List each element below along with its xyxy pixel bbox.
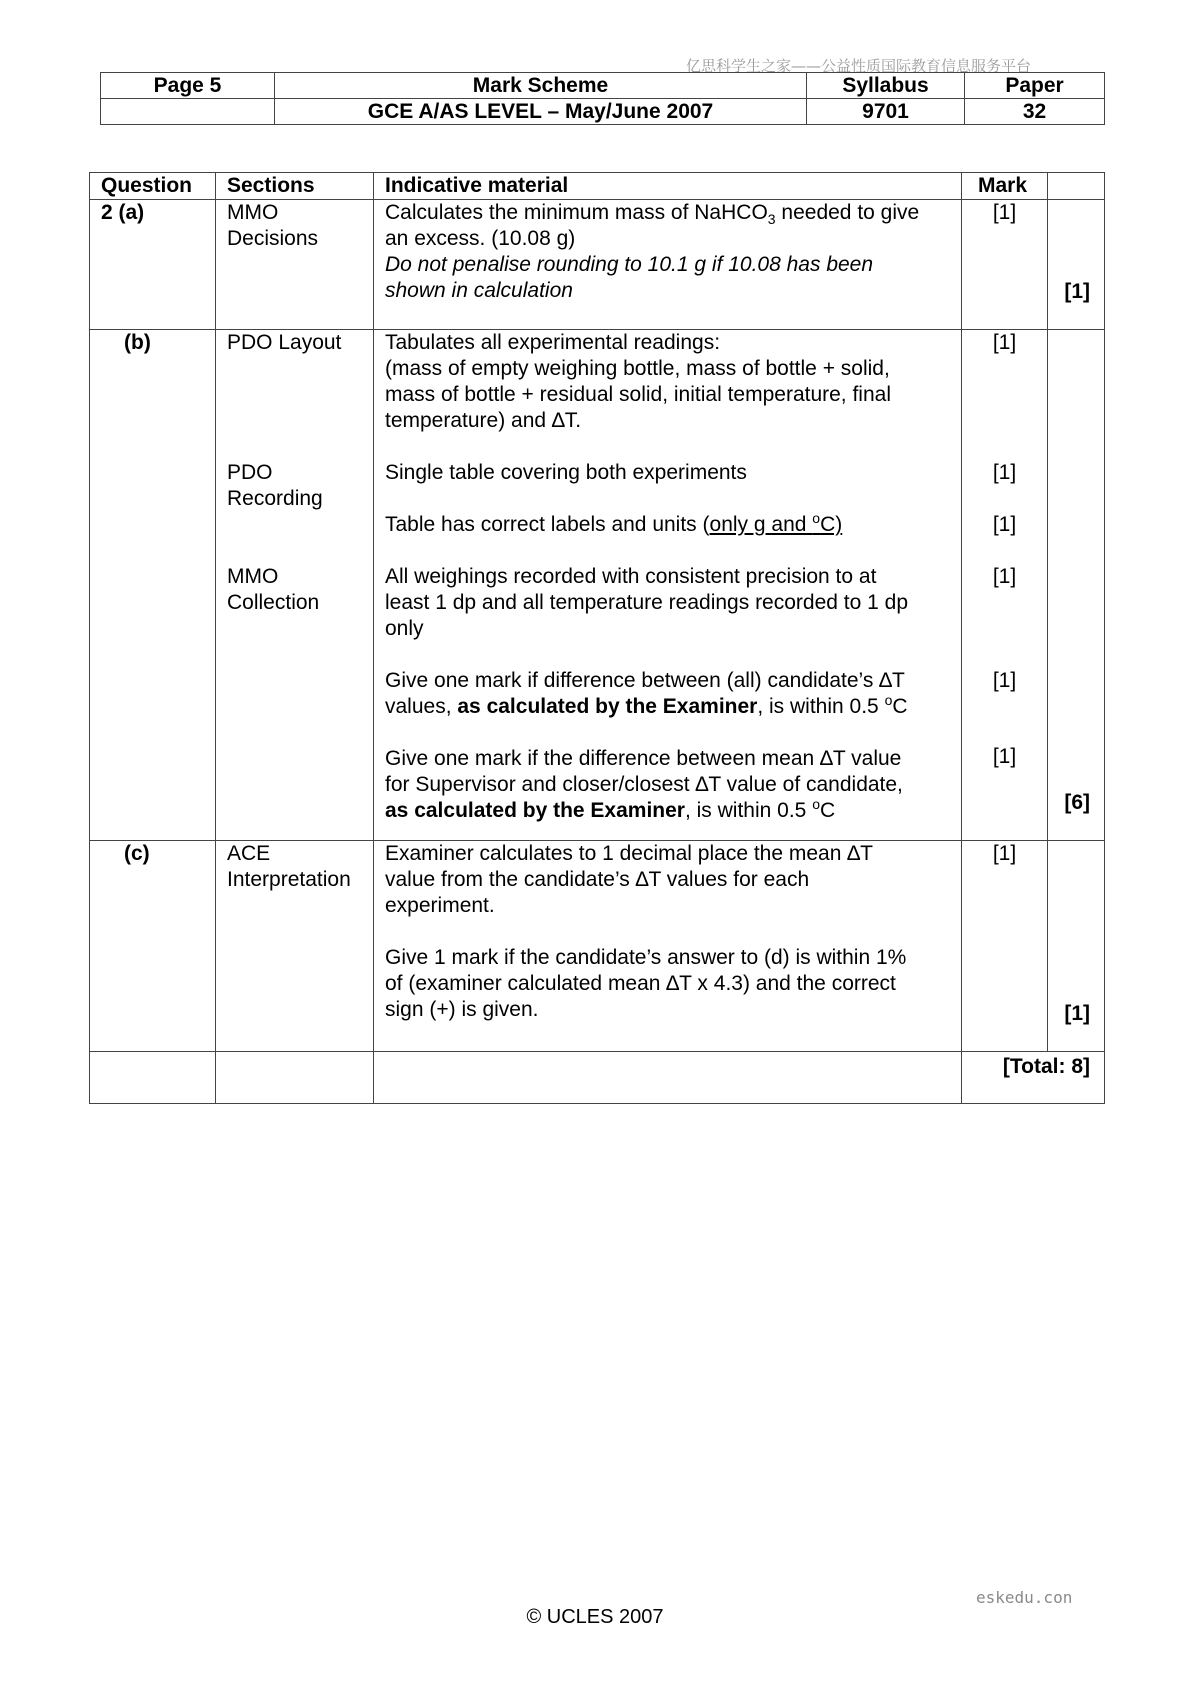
header-title: Mark Scheme [275,73,807,99]
watermark-top: 亿思科学生之家——公益性质国际教育信息服务平台 [686,57,1032,75]
mark-c: [1] [962,841,1048,1052]
table-header-row [90,173,1105,200]
total-a: [1] [1048,200,1105,330]
column-header-mark: Mark [962,173,1048,200]
material-b: Tabulates all experimental readings: (mass of empty weighing bottle, mass of bottle + solid, mass of bottle + residual solid, initial temperature, final temperature) and ∆T. Single table covering both experiments Table has correct labels and units (only g and $^o$C) All weighings recorded with consistent precision to at least 1 dp and all temperature readings recorded to 1 dp only Give one mark if difference between (all) candidate’s ∆T values, as calculated by the Examiner, is within 0.5 $^o$C Give one mark if the difference between mean ∆T value for Supervisor and closer/closest ∆T value of candidate, as calculated by the Examiner, is within 0.5 $^o$C [374,330,962,841]
mark-scheme-table [89,172,1105,1104]
grand-total: [Total: 8] [962,1052,1105,1104]
header-paper-label: Paper [965,73,1105,99]
header-empty [101,99,275,125]
total-c: [1] [1048,841,1105,1052]
column-header-question: Question [90,173,216,200]
total-row-empty-1 [90,1052,216,1104]
column-header-indicative: Indicative material [374,173,962,200]
table-row-a [90,200,1105,330]
material-c: Examiner calculates to 1 decimal place the mean ∆T value from the candidate’s ∆T values for each experiment. Give 1 mark if the candidate’s answer to (d) is within 1% of (examiner calculated mean ∆T x 4.3) and the correct sign (+) is given. [374,841,962,1052]
section-b: PDO Layout PDO Recording MMO Collection [216,330,374,841]
total-row-empty-2 [216,1052,374,1104]
column-header-total [1048,173,1105,200]
header-page: Page 5 [101,73,275,99]
question-2a: 2 (a) [90,200,216,330]
mark-a: [1] [962,200,1048,330]
section-a: MMO Decisions [216,200,374,330]
question-2c: (c) [90,841,216,1052]
column-header-sections: Sections [216,173,374,200]
table-row-c [90,841,1105,1052]
question-2b: (b) [90,330,216,841]
footer-copyright: © UCLES 2007 [526,1606,664,1628]
marks-b: [1] [1] [1] [1] [1] [1] [962,330,1048,841]
table-row-total [90,1052,1105,1104]
header-syllabus: 9701 [807,99,965,125]
material-a: Calculates the minimum mass of NaHCO$_3$ needed to give an excess. (10.08 g) Do not penalise rounding to 10.1 g if 10.08 has been shown in calculation [374,200,962,330]
watermark-bottom: eskedu.con [976,1588,1073,1607]
header-exam: GCE A/AS LEVEL – May/June 2007 [275,99,807,125]
total-row-empty-3 [374,1052,962,1104]
header-syllabus-label: Syllabus [807,73,965,99]
total-b: [6] [1048,330,1105,841]
table-row-b [90,330,1105,841]
section-c: ACE Interpretation [216,841,374,1052]
header-table [100,72,1105,125]
header-paper: 32 [965,99,1105,125]
